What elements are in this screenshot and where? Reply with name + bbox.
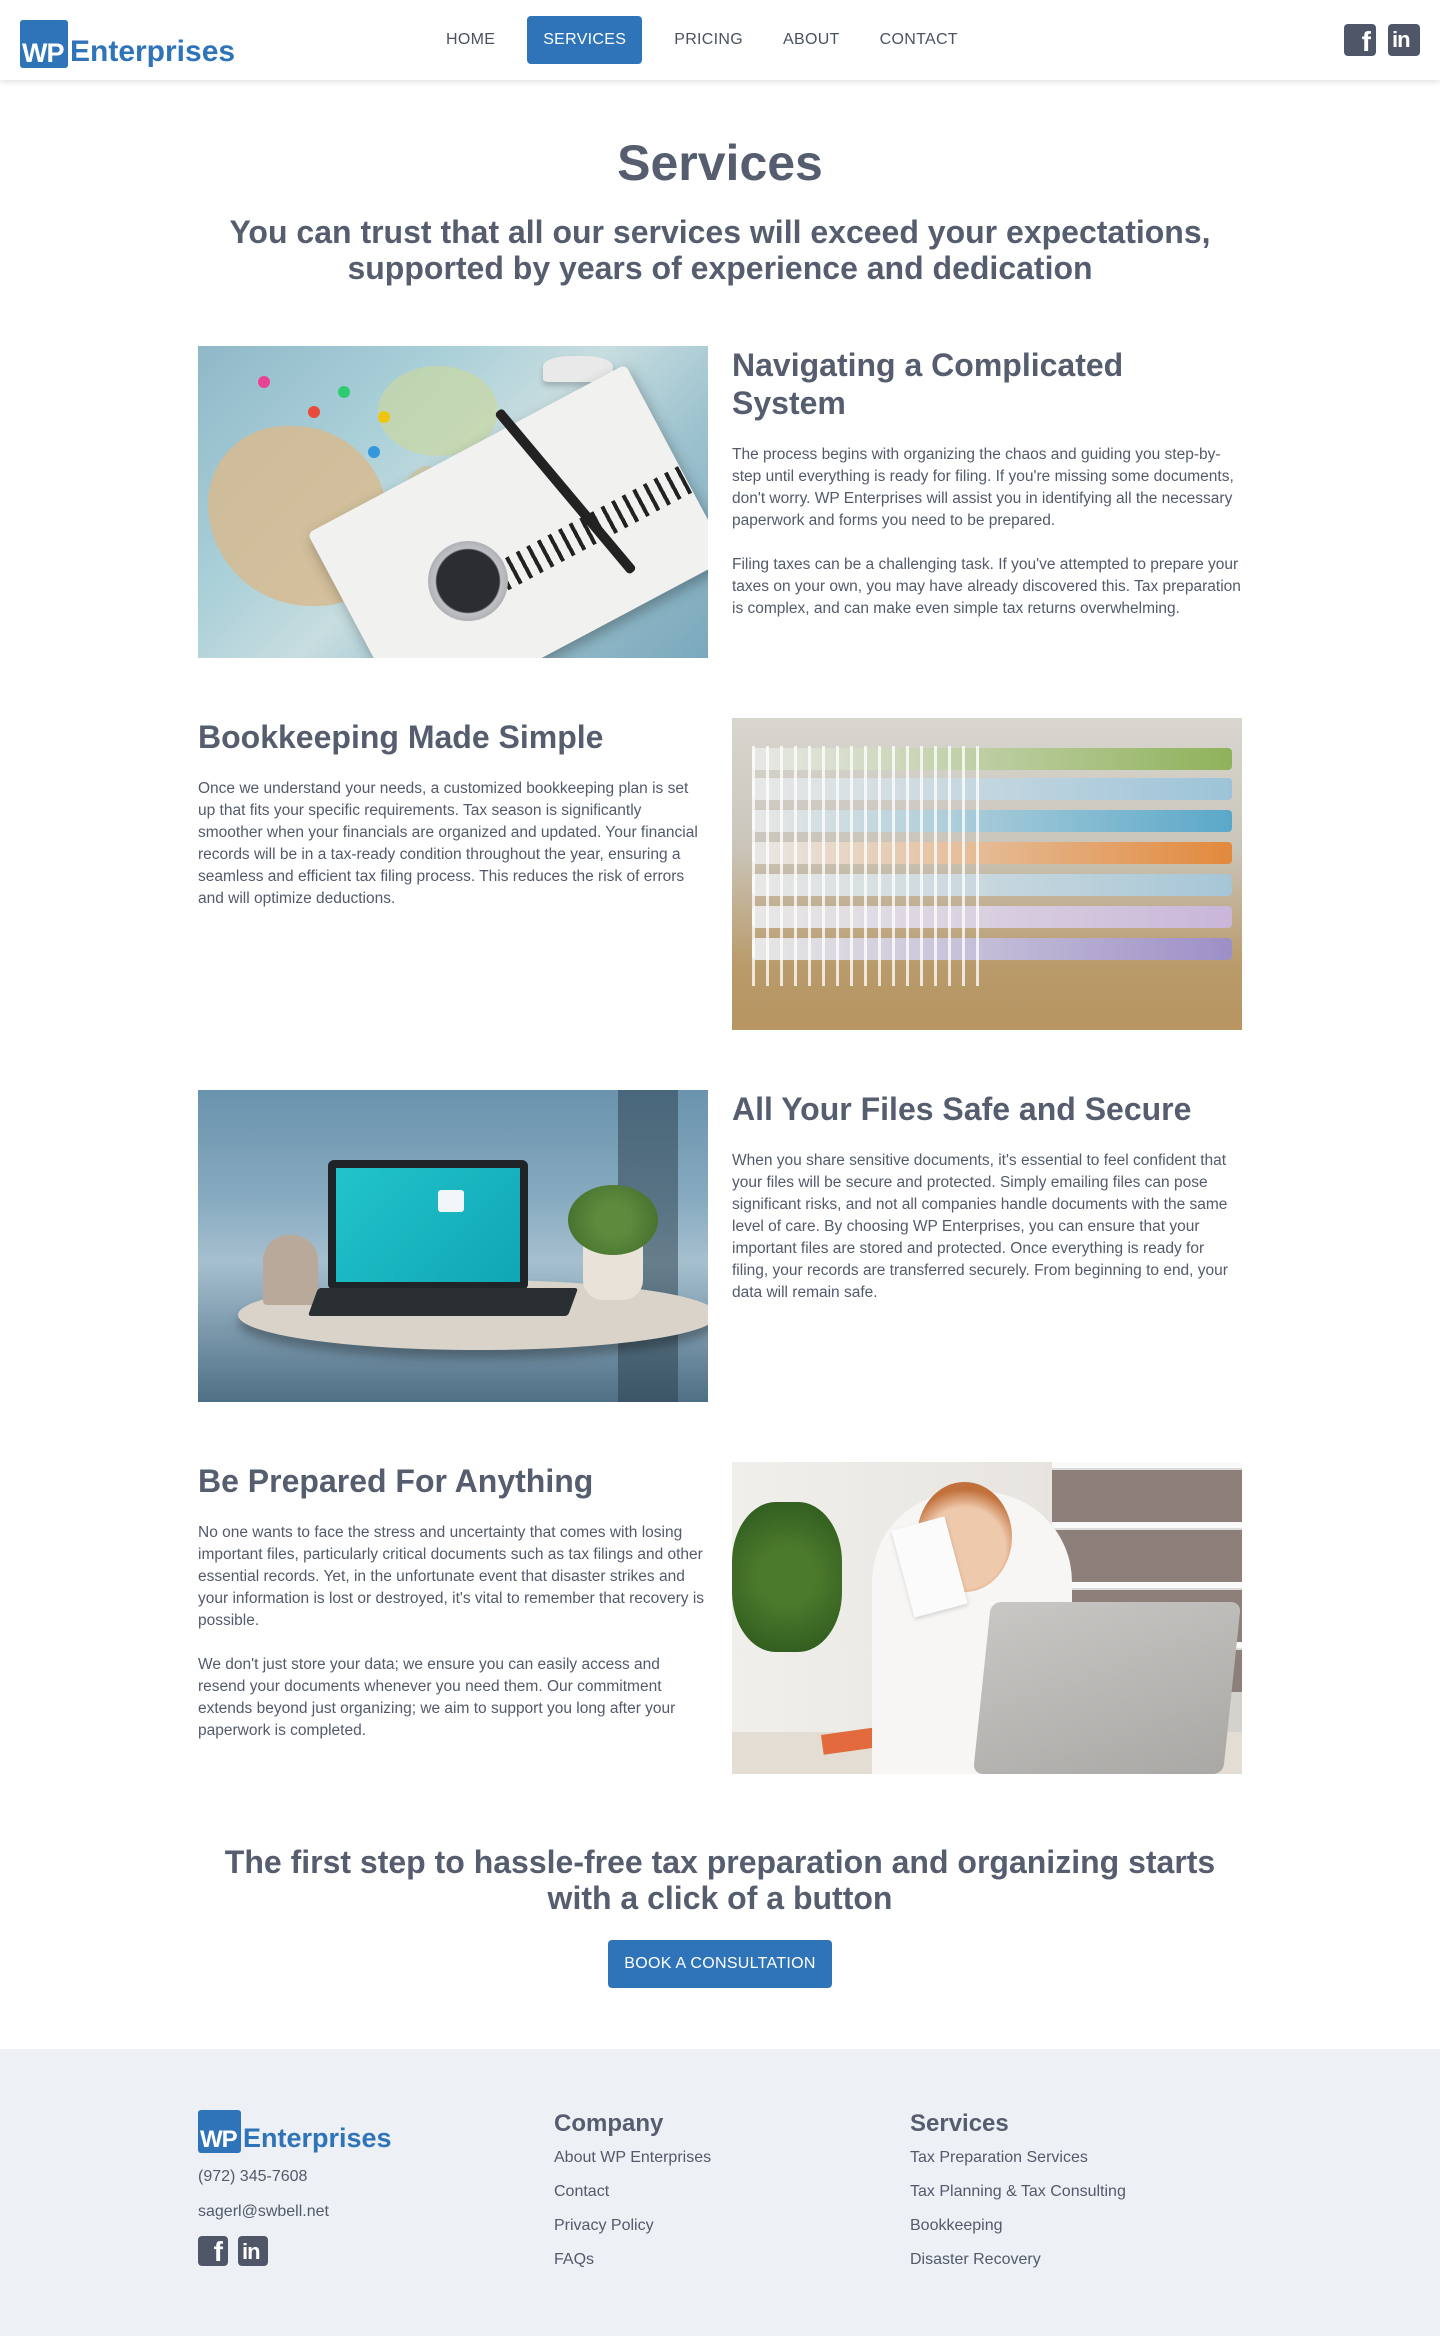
footer-contact [198, 2107, 392, 2266]
footer-link-disaster-recovery[interactable]: Disaster Recovery [910, 2251, 1041, 2268]
site-header [0, 0, 1440, 80]
footer-link-contact[interactable]: Contact [554, 2183, 610, 2200]
notebooks-image [732, 718, 1242, 1030]
footer-email: sagerl@swbell.net [198, 2203, 329, 2220]
logo-mark-text: WP [200, 2126, 237, 2153]
service-secure-files [0, 1090, 1440, 1462]
footer-link-tax-planning[interactable]: Tax Planning & Tax Consulting [910, 2183, 1126, 2200]
secured-laptop-image [198, 1090, 708, 1402]
cta-line-1: The first step to hassle-free tax preparation and organizing starts [224, 1844, 1216, 1880]
service-heading: Navigating a Complicated System [732, 347, 1124, 421]
service-text [732, 346, 1242, 620]
service-navigating [0, 346, 1440, 718]
footer-services-title: Services [910, 2110, 1009, 2137]
footer-services [910, 2109, 1126, 2271]
intro [0, 80, 1440, 286]
logo-word: Enterprises [243, 2123, 392, 2153]
service-text [732, 1090, 1242, 1304]
footer-phone: (972) 345-7608 [198, 2168, 308, 2185]
site-logo[interactable] [20, 16, 235, 68]
service-text [198, 1462, 708, 1742]
nav-home[interactable]: HOME [446, 31, 496, 48]
service-paragraph: The process begins with organizing the chaos and guiding you step-by-step until everything is ready for filing. If you're missing some documents, don't worry. WP Enterprises will assist you in identifying all the necessary paperwork and forms you need to be prepared. [732, 446, 1234, 529]
header-social-links [1344, 24, 1420, 56]
nav-services[interactable]: SERVICES [527, 16, 642, 64]
service-heading: Bookkeeping Made Simple [198, 719, 604, 755]
footer-link-tax-preparation[interactable]: Tax Preparation Services [910, 2149, 1088, 2166]
footer-social-links [198, 2236, 392, 2266]
facebook-icon[interactable]: f [1344, 24, 1376, 56]
service-paragraph: No one wants to face the stress and uncertainty that comes with losing important files, particularly critical documents such as tax filings and other essential records. Yet, in the unfortunate event that disaster strikes and your information is lost or destroyed, it's vital to remember that recovery is possible. [198, 1524, 705, 1629]
service-text [198, 718, 708, 910]
logo-mark-text: WP [22, 38, 64, 68]
woman-with-document-image [732, 1462, 1242, 1774]
service-heading: Be Prepared For Anything [198, 1463, 594, 1499]
logo-word: Enterprises [70, 35, 236, 68]
logo-mark [198, 2110, 241, 2153]
cta-line-2: with a click of a button [547, 1880, 893, 1916]
subtitle-line-1: You can trust that all our services will exceed your expectations, [229, 214, 1211, 250]
map-compass-image [198, 346, 708, 658]
book-consultation-button[interactable]: BOOK A CONSULTATION [608, 1940, 832, 1988]
logo-mark [20, 20, 68, 68]
nav-contact[interactable]: CONTACT [879, 31, 958, 48]
nav-pricing[interactable]: PRICING [674, 31, 744, 48]
service-heading: All Your Files Safe and Secure [732, 1091, 1192, 1127]
cta-heading [0, 1844, 1440, 1916]
service-disaster-recovery [0, 1462, 1440, 1834]
footer-link-privacy[interactable]: Privacy Policy [554, 2217, 654, 2234]
page-subtitle [0, 214, 1440, 286]
service-paragraph: We don't just store your data; we ensure you can easily access and resend your documents whenever you need them. Our commitment extends beyond just organizing; we aim to support you long after your paperwork is completed. [198, 1656, 676, 1739]
nav-about[interactable]: ABOUT [783, 31, 840, 48]
linkedin-icon[interactable]: in [1388, 24, 1420, 56]
footer-link-bookkeeping[interactable]: Bookkeeping [910, 2217, 1003, 2234]
footer-link-faqs[interactable]: FAQs [554, 2251, 595, 2268]
footer-company [554, 2109, 711, 2271]
call-to-action [0, 1834, 1440, 1988]
facebook-icon[interactable]: f [198, 2236, 228, 2266]
main-nav [430, 16, 974, 64]
service-paragraph: Once we understand your needs, a customized bookkeeping plan is set up that fits your specific requirements. Tax season is significantly smoother when your financials are organized and updated. Your financial records will be in a tax-ready condition throughout the year, ensuring a seamless and efficient tax filing process. This reduces the risk of errors and will optimize deductions. [198, 780, 698, 907]
footer-company-title: Company [554, 2110, 664, 2137]
service-paragraph: Filing taxes can be a challenging task. If you've attempted to prepare your taxes on your own, you may have already discovered this. Tax preparation is complex, and can make even simple tax returns overwhelming. [732, 556, 1241, 617]
service-bookkeeping [0, 718, 1440, 1090]
footer-logo[interactable] [198, 2107, 392, 2153]
service-paragraph: When you share sensitive documents, it's essential to feel confident that your files will be secure and protected. Simply emailing files can pose significant risks, and not all companies handle documents with the same level of care. By choosing WP Enterprises, you can ensure that your important files are stored and protected. Once everything is ready for filing, your records are transferred securely. From beginning to end, your data will remain safe. [732, 1152, 1228, 1301]
subtitle-line-2: supported by years of experience and dedication [347, 250, 1093, 286]
site-footer [0, 2049, 1440, 2336]
page-title: Services [617, 135, 823, 191]
footer-link-about[interactable]: About WP Enterprises [554, 2149, 712, 2166]
linkedin-icon[interactable]: in [238, 2236, 268, 2266]
